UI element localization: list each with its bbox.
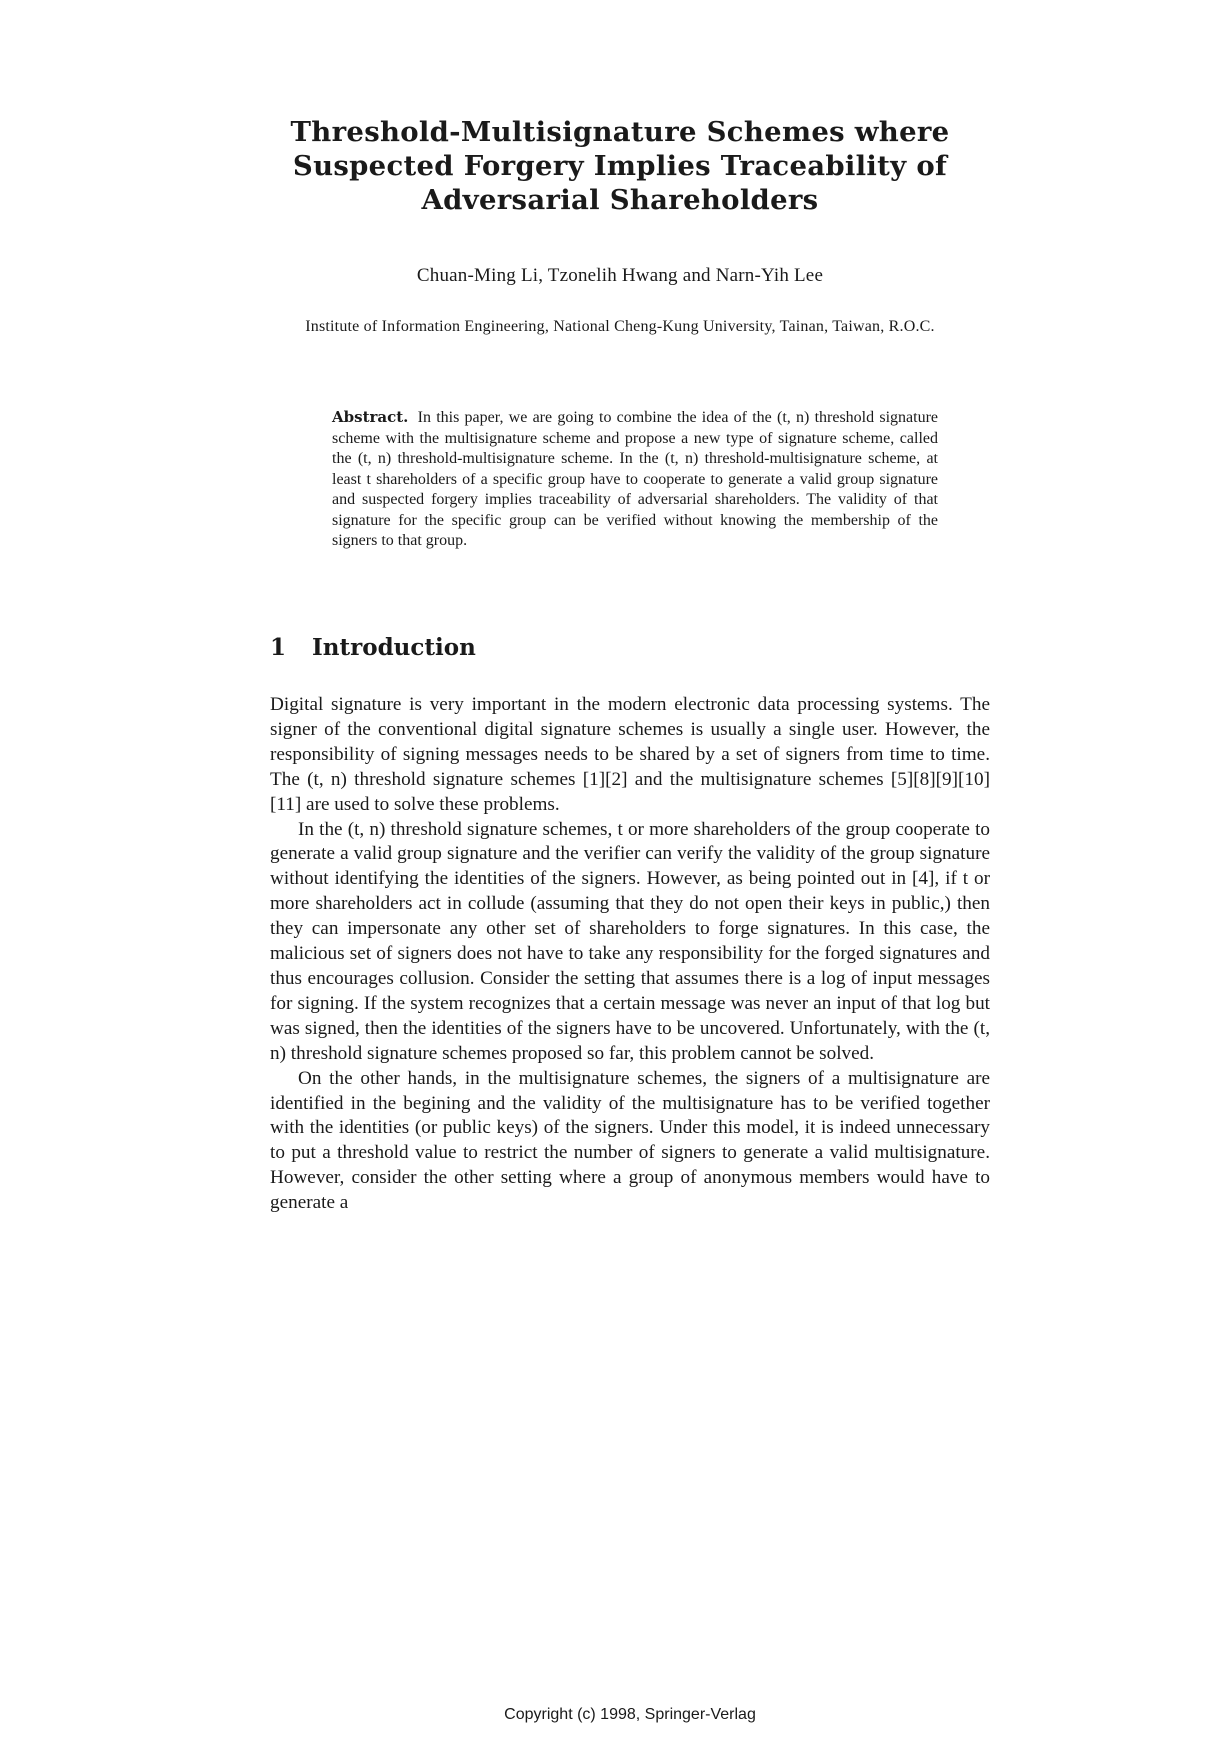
section-title: Introduction xyxy=(312,634,476,661)
paper-authors: Chuan-Ming Li, Tzonelih Hwang and Narn-Yih Lee xyxy=(416,265,824,286)
abstract-text: In this paper, we are going to combine the idea of the (t, n) threshold signature scheme with the multisignature scheme and propose a new type of signature scheme, called the (t, n) threshold-multisignature scheme. In the (t, n) threshold-multisignature scheme, at least t shareholders of a specific group have to cooperate to generate a valid group signature and suspected forgery implies traceability of adversarial shareholders. The validity of that signature for the specific group can be verified without knowing the membership of the signers to that group. xyxy=(332,409,939,549)
copyright-footer: Copyright (c) 1998, Springer-Verlag xyxy=(504,1706,756,1723)
section-number: 1 xyxy=(270,634,287,661)
abstract-block xyxy=(332,407,938,552)
abstract-label: Abstract. xyxy=(332,408,409,426)
paragraph: In the (t, n) threshold signature schemes, t or more shareholders of the group cooperate to generate a valid group signature and the verifier can verify the validity of the group signature without identifying the identities of the signers. However, as being pointed out in [4], if t or more shareholders act in collude (assuming that they do not open their keys in public,) then they can impersonate any other set of shareholders to forge signatures. In this case, the malicious set of signers does not have to take any responsibility for the forged signatures and thus encourages collusion. Consider the setting that assumes there is a log of input messages for signing. If the system recognizes that a certain message was never an input of that log but was signed, then the identities of the signers have to be uncovered. Unfortunately, with the (t, n) threshold signature schemes proposed so far, this problem cannot be solved. xyxy=(270,818,990,1064)
paragraph: On the other hands, in the multisignature schemes, the signers of a multisignature are identified in the begining and the validity of the multisignature has to be verified together with the identities (or public keys) of the signers. Under this model, it is indeed unnecessary to put a threshold value to restrict the number of signers to generate a valid multisignature. However, consider the other setting where a group of anonymous members would have to generate a xyxy=(270,1067,990,1214)
body-text xyxy=(270,693,990,1216)
paragraph: Digital signature is very important in the modern electronic data processing systems. The signer of the conventional digital signature schemes is usually a single user. However, the responsibility of signing messages needs to be shared by a set of signers from time to time. The (t, n) threshold signature schemes [1][2] and the multisignature schemes [5][8][9][10][11] are used to solve these problems. xyxy=(270,694,990,815)
paper-title: Threshold-Multisignature Schemes where Suspected Forgery Implies Traceability of Adversarial Shareholders xyxy=(290,116,950,216)
section-heading xyxy=(270,634,476,661)
paper-affiliation: Institute of Information Engineering, National Cheng-Kung University, Tainan, Taiwan, R.O.C. xyxy=(305,318,935,335)
